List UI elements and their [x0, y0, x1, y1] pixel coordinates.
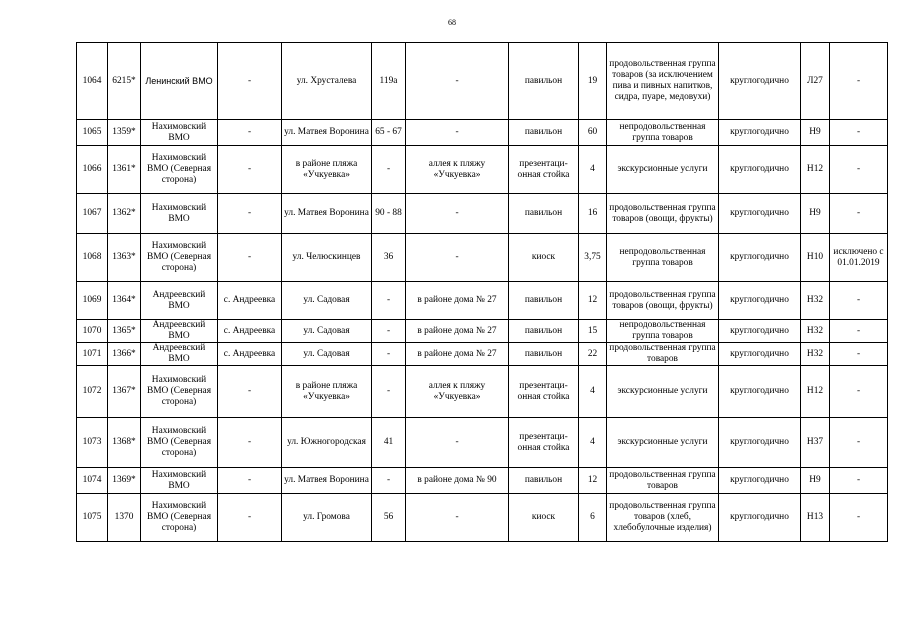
- table-row: [77, 194, 888, 234]
- table-row: [77, 418, 888, 468]
- cell-area: 15: [579, 320, 607, 343]
- cell-landmark: -: [406, 418, 509, 468]
- cell-scheme-label: Н9: [801, 194, 830, 234]
- cell-house-number: -: [372, 146, 406, 194]
- cell-house-number: -: [372, 366, 406, 418]
- cell-landmark: -: [406, 234, 509, 282]
- cell-operating-period: круглогодично: [719, 194, 801, 234]
- cell-object-code: 6215*: [108, 43, 141, 120]
- cell-specialization: экскурсионные услуги: [607, 146, 719, 194]
- cell-house-number: -: [372, 320, 406, 343]
- cell-house-number: 56: [372, 494, 406, 542]
- cell-operating-period: круглогодично: [719, 282, 801, 320]
- cell-street: ул. Матвея Воронина: [282, 194, 372, 234]
- cell-operating-period: круглогодично: [719, 494, 801, 542]
- cell-row-number: 1068: [77, 234, 108, 282]
- cell-specialization: непродовольственная группа товаров: [607, 120, 719, 146]
- cell-scheme-label: Л27: [801, 43, 830, 120]
- cell-object-type: павильон: [509, 320, 579, 343]
- cell-area: 16: [579, 194, 607, 234]
- cell-district: Нахимовский ВМО: [141, 194, 218, 234]
- cell-district: Ленинский ВМО: [141, 43, 218, 120]
- cell-scheme-label: Н12: [801, 366, 830, 418]
- cell-settlement: -: [218, 234, 282, 282]
- cell-street: ул. Матвея Воронина: [282, 468, 372, 494]
- cell-row-number: 1071: [77, 343, 108, 366]
- cell-district: Андреевский ВМО: [141, 343, 218, 366]
- cell-area: 6: [579, 494, 607, 542]
- cell-settlement: с. Андреевка: [218, 282, 282, 320]
- cell-district: Андреевский ВМО: [141, 320, 218, 343]
- cell-row-number: 1072: [77, 366, 108, 418]
- cell-specialization: продовольственная группа товаров (овощи, фрукты): [607, 194, 719, 234]
- cell-street: ул. Хрусталева: [282, 43, 372, 120]
- cell-house-number: -: [372, 468, 406, 494]
- cell-row-number: 1064: [77, 43, 108, 120]
- cell-settlement: -: [218, 418, 282, 468]
- cell-operating-period: круглогодично: [719, 234, 801, 282]
- cell-note: -: [830, 120, 888, 146]
- page-number: 68: [448, 18, 456, 27]
- cell-operating-period: круглогодично: [719, 343, 801, 366]
- table-row: [77, 146, 888, 194]
- cell-object-code: 1361*: [108, 146, 141, 194]
- cell-object-code: 1359*: [108, 120, 141, 146]
- cell-landmark: в районе дома № 90: [406, 468, 509, 494]
- cell-scheme-label: Н32: [801, 343, 830, 366]
- cell-specialization: продовольственная группа товаров (за исключением пива и пивных напитков, сидра, пуаре, медовухи): [607, 43, 719, 120]
- cell-object-type: павильон: [509, 282, 579, 320]
- cell-street: ул. Садовая: [282, 282, 372, 320]
- cell-operating-period: круглогодично: [719, 468, 801, 494]
- cell-scheme-label: Н10: [801, 234, 830, 282]
- trade-objects-table: [76, 42, 888, 542]
- cell-operating-period: круглогодично: [719, 366, 801, 418]
- cell-specialization: непродовольственная группа товаров: [607, 234, 719, 282]
- cell-district: Нахимовский ВМО (Северная сторона): [141, 234, 218, 282]
- cell-object-code: 1368*: [108, 418, 141, 468]
- cell-district: Нахимовский ВМО (Северная сторона): [141, 146, 218, 194]
- cell-object-type: презентаци-онная стойка: [509, 418, 579, 468]
- cell-operating-period: круглогодично: [719, 43, 801, 120]
- cell-object-code: 1362*: [108, 194, 141, 234]
- cell-specialization: продовольственная группа товаров: [607, 468, 719, 494]
- cell-note: -: [830, 282, 888, 320]
- cell-specialization: продовольственная группа товаров: [607, 343, 719, 366]
- cell-house-number: 90 - 88: [372, 194, 406, 234]
- cell-scheme-label: Н32: [801, 282, 830, 320]
- cell-note: -: [830, 494, 888, 542]
- cell-area: 60: [579, 120, 607, 146]
- cell-object-code: 1369*: [108, 468, 141, 494]
- cell-district: Нахимовский ВМО (Северная сторона): [141, 418, 218, 468]
- cell-area: 12: [579, 468, 607, 494]
- cell-row-number: 1073: [77, 418, 108, 468]
- cell-area: 4: [579, 146, 607, 194]
- cell-object-type: презентаци-онная стойка: [509, 366, 579, 418]
- cell-street: ул. Садовая: [282, 320, 372, 343]
- cell-specialization: непродовольственная группа товаров: [607, 320, 719, 343]
- cell-landmark: -: [406, 494, 509, 542]
- cell-scheme-label: Н12: [801, 146, 830, 194]
- cell-specialization: продовольственная группа товаров (хлеб, хлебобулочные изделия): [607, 494, 719, 542]
- cell-district: Нахимовский ВМО (Северная сторона): [141, 494, 218, 542]
- cell-specialization: продовольственная группа товаров (овощи, фрукты): [607, 282, 719, 320]
- cell-settlement: -: [218, 366, 282, 418]
- cell-settlement: -: [218, 146, 282, 194]
- cell-district: Нахимовский ВМО (Северная сторона): [141, 366, 218, 418]
- cell-note: -: [830, 366, 888, 418]
- cell-object-type: павильон: [509, 343, 579, 366]
- cell-object-code: 1364*: [108, 282, 141, 320]
- cell-settlement: -: [218, 194, 282, 234]
- cell-note: -: [830, 146, 888, 194]
- cell-area: 22: [579, 343, 607, 366]
- cell-operating-period: круглогодично: [719, 418, 801, 468]
- cell-scheme-label: Н9: [801, 120, 830, 146]
- cell-house-number: 119а: [372, 43, 406, 120]
- cell-area: 4: [579, 366, 607, 418]
- cell-settlement: с. Андреевка: [218, 320, 282, 343]
- cell-note: -: [830, 418, 888, 468]
- cell-operating-period: круглогодично: [719, 320, 801, 343]
- cell-operating-period: круглогодично: [719, 146, 801, 194]
- table-row: [77, 343, 888, 366]
- table-row: [77, 468, 888, 494]
- cell-street: в районе пляжа «Учкуевка»: [282, 146, 372, 194]
- cell-scheme-label: Н13: [801, 494, 830, 542]
- table-row: [77, 366, 888, 418]
- cell-row-number: 1074: [77, 468, 108, 494]
- cell-area: 3,75: [579, 234, 607, 282]
- cell-landmark: в районе дома № 27: [406, 320, 509, 343]
- cell-street: ул. Садовая: [282, 343, 372, 366]
- cell-object-type: павильон: [509, 43, 579, 120]
- cell-row-number: 1065: [77, 120, 108, 146]
- table-row: [77, 494, 888, 542]
- table-row: [77, 43, 888, 120]
- cell-street: ул. Южногородская: [282, 418, 372, 468]
- cell-scheme-label: Н32: [801, 320, 830, 343]
- cell-object-type: киоск: [509, 234, 579, 282]
- cell-row-number: 1069: [77, 282, 108, 320]
- cell-settlement: с. Андреевка: [218, 343, 282, 366]
- cell-district: Нахимовский ВМО: [141, 468, 218, 494]
- cell-row-number: 1067: [77, 194, 108, 234]
- cell-settlement: -: [218, 120, 282, 146]
- cell-landmark: в районе дома № 27: [406, 282, 509, 320]
- cell-settlement: -: [218, 468, 282, 494]
- table-row: [77, 282, 888, 320]
- cell-street: ул. Матвея Воронина: [282, 120, 372, 146]
- table-row: [77, 234, 888, 282]
- cell-district: Андреевский ВМО: [141, 282, 218, 320]
- table-row: [77, 320, 888, 343]
- cell-landmark: в районе дома № 27: [406, 343, 509, 366]
- cell-operating-period: круглогодично: [719, 120, 801, 146]
- cell-area: 19: [579, 43, 607, 120]
- cell-object-type: павильон: [509, 194, 579, 234]
- cell-landmark: -: [406, 43, 509, 120]
- cell-scheme-label: Н9: [801, 468, 830, 494]
- cell-object-code: 1365*: [108, 320, 141, 343]
- cell-object-code: 1370: [108, 494, 141, 542]
- cell-landmark: -: [406, 120, 509, 146]
- cell-note: -: [830, 194, 888, 234]
- cell-specialization: экскурсионные услуги: [607, 418, 719, 468]
- cell-street: ул. Громова: [282, 494, 372, 542]
- cell-street: ул. Челюскинцев: [282, 234, 372, 282]
- cell-area: 12: [579, 282, 607, 320]
- cell-landmark: -: [406, 194, 509, 234]
- cell-object-type: павильон: [509, 120, 579, 146]
- cell-object-type: павильон: [509, 468, 579, 494]
- cell-street: в районе пляжа «Учкуевка»: [282, 366, 372, 418]
- cell-settlement: -: [218, 494, 282, 542]
- cell-area: 4: [579, 418, 607, 468]
- cell-object-type: киоск: [509, 494, 579, 542]
- cell-landmark: аллея к пляжу «Учкуевка»: [406, 146, 509, 194]
- cell-settlement: -: [218, 43, 282, 120]
- cell-row-number: 1075: [77, 494, 108, 542]
- cell-house-number: 41: [372, 418, 406, 468]
- cell-note: -: [830, 320, 888, 343]
- cell-district: Нахимовский ВМО: [141, 120, 218, 146]
- cell-scheme-label: Н37: [801, 418, 830, 468]
- cell-landmark: аллея к пляжу «Учкуевка»: [406, 366, 509, 418]
- cell-house-number: -: [372, 282, 406, 320]
- cell-note: -: [830, 343, 888, 366]
- cell-note: исключено с 01.01.2019: [830, 234, 888, 282]
- cell-object-code: 1363*: [108, 234, 141, 282]
- cell-row-number: 1066: [77, 146, 108, 194]
- cell-specialization: экскурсионные услуги: [607, 366, 719, 418]
- cell-house-number: 65 - 67: [372, 120, 406, 146]
- cell-object-type: презентаци-онная стойка: [509, 146, 579, 194]
- cell-row-number: 1070: [77, 320, 108, 343]
- cell-object-code: 1366*: [108, 343, 141, 366]
- cell-object-code: 1367*: [108, 366, 141, 418]
- cell-note: -: [830, 43, 888, 120]
- cell-note: -: [830, 468, 888, 494]
- table-row: [77, 120, 888, 146]
- cell-house-number: 36: [372, 234, 406, 282]
- cell-house-number: -: [372, 343, 406, 366]
